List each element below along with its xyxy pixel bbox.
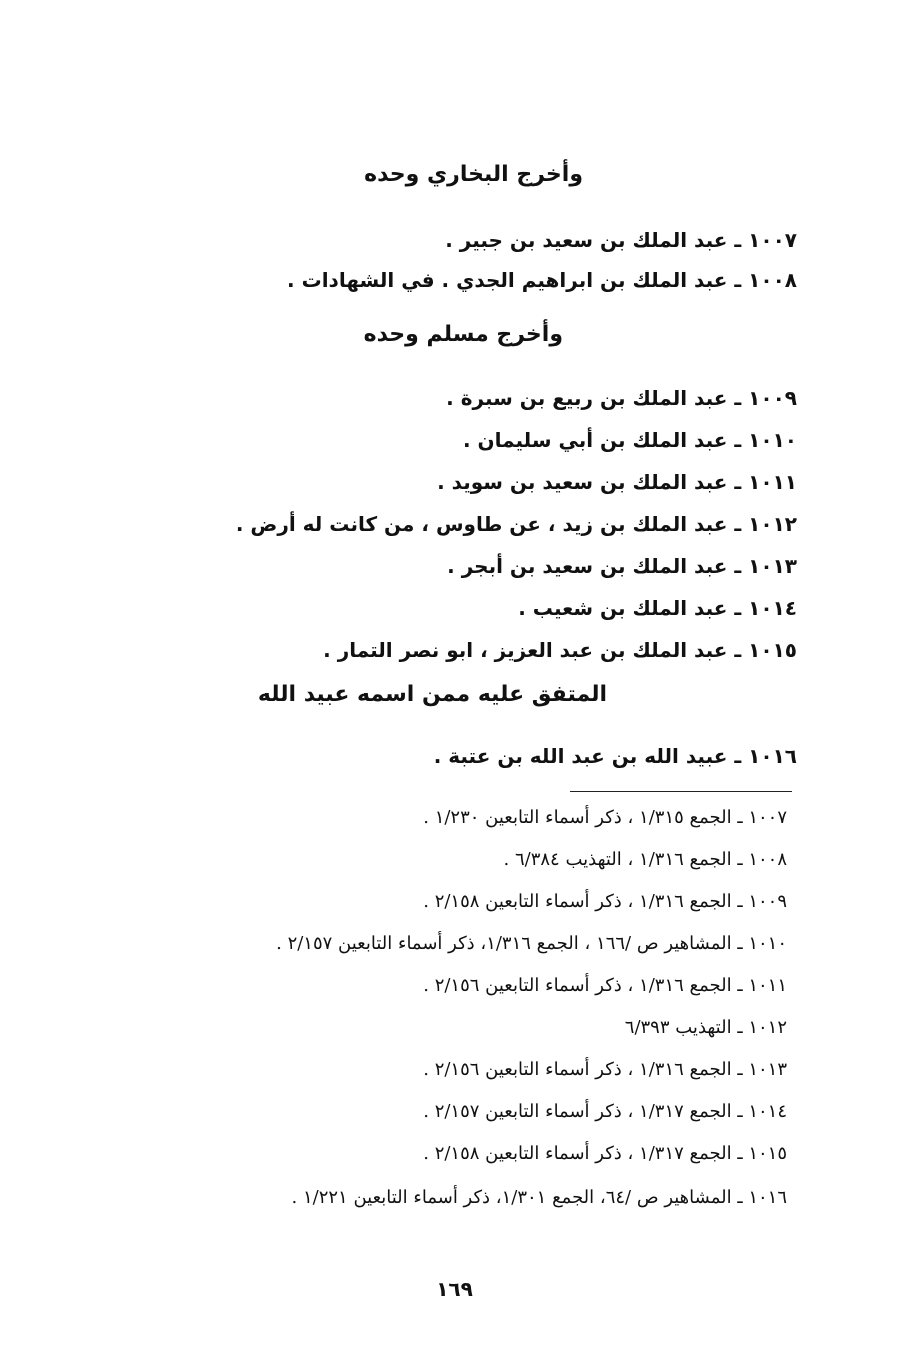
entry-1013: ١٠١٣ ـ عبد الملك بن سعيد بن أبجر .	[447, 554, 797, 578]
entry-1007: ١٠٠٧ ـ عبد الملك بن سعيد بن جبير .	[445, 228, 797, 252]
footnote-1015: ١٠١٥ ـ الجمع ١/٣١٧ ، ذكر أسماء التابعين ٢/١٥٨ .	[423, 1143, 787, 1164]
footnote-divider	[570, 791, 792, 792]
footnote-1008: ١٠٠٨ ـ الجمع ١/٣١٦ ، التهذيب ٦/٣٨٤ .	[503, 849, 787, 870]
page-number: ١٦٩	[436, 1277, 473, 1301]
entry-1010: ١٠١٠ ـ عبد الملك بن أبي سليمان .	[462, 428, 797, 452]
footnote-1013: ١٠١٣ ـ الجمع ١/٣١٦ ، ذكر أسماء التابعين ٢/١٥٦ .	[423, 1059, 787, 1080]
entry-1015: ١٠١٥ ـ عبد الملك بن عبد العزيز ، ابو نصر التمار .	[323, 638, 797, 662]
section-heading-agreed: المتفق عليه ممن اسمه عبيد الله	[257, 682, 607, 707]
entry-1008: ١٠٠٨ ـ عبد الملك بن ابراهيم الجدي . في الشهادات .	[287, 268, 797, 292]
entry-1014: ١٠١٤ ـ عبد الملك بن شعيب .	[518, 596, 797, 620]
entry-1012: ١٠١٢ ـ عبد الملك بن زيد ، عن طاوس ، من كانت له أرض .	[235, 512, 797, 536]
footnote-1010: ١٠١٠ ـ المشاهير ص /١٦٦ ، الجمع ١/٣١٦، ذكر أسماء التابعين ٢/١٥٧ .	[276, 933, 787, 954]
section-heading-muslim: وأخرج مسلم وحده	[363, 322, 563, 347]
footnote-1012: ١٠١٢ ـ التهذيب ٦/٣٩٣	[624, 1017, 787, 1038]
entry-1009: ١٠٠٩ ـ عبد الملك بن ربيع بن سبرة .	[446, 386, 797, 410]
entry-1011: ١٠١١ ـ عبد الملك بن سعيد بن سويد .	[437, 470, 797, 494]
section-heading-bukhari: وأخرج البخاري وحده	[364, 162, 583, 187]
footnote-1009: ١٠٠٩ ـ الجمع ١/٣١٦ ، ذكر أسماء التابعين ٢/١٥٨ .	[423, 891, 787, 912]
entry-1016: ١٠١٦ ـ عبيد الله بن عبد الله بن عتبة .	[433, 744, 797, 768]
footnote-1011: ١٠١١ ـ الجمع ١/٣١٦ ، ذكر أسماء التابعين ٢/١٥٦ .	[423, 975, 787, 996]
footnote-1007: ١٠٠٧ ـ الجمع ١/٣١٥ ، ذكر أسماء التابعين ١/٢٣٠ .	[423, 807, 787, 828]
footnote-1016: ١٠١٦ ـ المشاهير ص /٦٤، الجمع ١/٣٠١، ذكر أسماء التابعين ١/٢٢١ .	[291, 1187, 787, 1208]
footnote-1014: ١٠١٤ ـ الجمع ١/٣١٧ ، ذكر أسماء التابعين ٢/١٥٧ .	[423, 1101, 787, 1122]
